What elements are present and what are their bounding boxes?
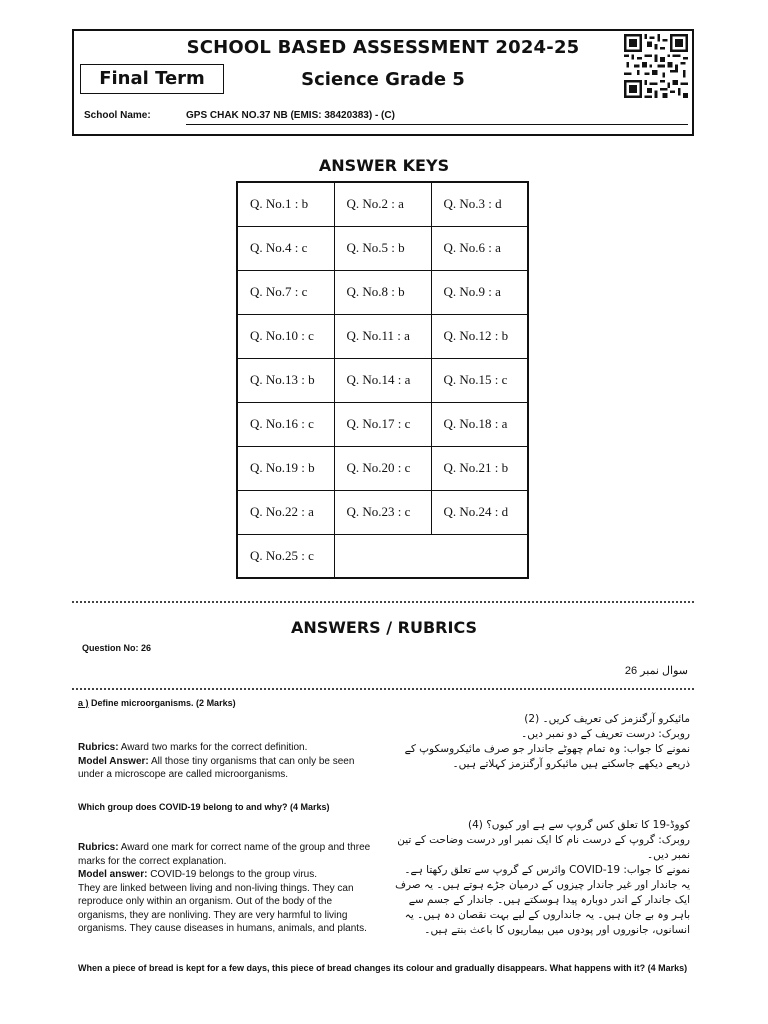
part-a-question xyxy=(78,698,236,708)
part-c-question xyxy=(78,962,698,975)
table-row xyxy=(237,446,528,490)
table-cell: Q. No.4 : c xyxy=(237,226,334,270)
table-cell: Q. No.12 : b xyxy=(431,314,528,358)
urdu-rubric: روبرک: گروپ کے درست نام کا ایک نمبر اور درست وضاحت کے تین نمبر دیں۔ xyxy=(397,834,690,861)
urdu-question: کووڈ-19 کا تعلق کس گروپ سے ہے اور کیوں؟ (4) xyxy=(467,819,690,831)
part-a-prefix: a ) xyxy=(78,698,89,708)
section-divider xyxy=(72,601,694,603)
table-cell: Q. No.13 : b xyxy=(237,358,334,402)
part-c-label: When a piece of bread is kept for a few days, this piece of bread changes its colour and gradually disappears. What happens with it? (4 Marks) xyxy=(78,963,688,973)
urdu-question-number: سوال نمبر 26 xyxy=(624,665,688,677)
table-cell: Q. No.21 : b xyxy=(431,446,528,490)
rubrics-text: Award one mark for correct name of the group and three marks for the correct explanation. xyxy=(78,842,371,867)
table-cell: Q. No.15 : c xyxy=(431,358,528,402)
model-text: All those tiny organisms that can only be seen under a microscope are called microorganisms. xyxy=(78,755,355,780)
part-a-model xyxy=(78,755,378,782)
rubrics-label: Rubrics: xyxy=(78,742,119,753)
table-cell: Q. No.25 : c xyxy=(237,534,334,578)
header-box xyxy=(72,29,694,136)
table-cell: Q. No.23 : c xyxy=(334,490,431,534)
table-cell: Q. No.24 : d xyxy=(431,490,528,534)
term-badge: Final Term xyxy=(80,64,224,94)
question-number: Question No: 26 xyxy=(82,643,152,653)
part-b-model xyxy=(78,868,378,882)
table-row xyxy=(237,358,528,402)
part-b-label: Which group does COVID-19 belong to and why? (4 Marks) xyxy=(78,802,330,812)
table-cell: Q. No.11 : a xyxy=(334,314,431,358)
table-cell: Q. No.18 : a xyxy=(431,402,528,446)
school-name-label: School Name: xyxy=(84,110,151,121)
question-divider xyxy=(72,688,694,690)
urdu-explanation: یہ جاندار اور غیر جاندار چیزوں کے درمیان جڑے ہوتے ہیں۔ یہ صرف ایک جاندار کے اندر دوبارہ پیدا ہوسکتے ہیں۔ جاندار کے جسم سے باہر وہ بے جان ہیں۔ یہ جانداروں کے لیے بہت نقصان دہ ہیں۔ یہ انسانوں، جانوروں اور پودوں میں بیماریوں کا باعث بنتے ہیں۔ xyxy=(395,879,690,936)
part-b-rubrics xyxy=(78,841,378,868)
urdu-question: مائیکرو آرگنزمز کی تعریف کریں۔ (2) xyxy=(524,713,690,725)
rubrics-text: Award two marks for the correct definition. xyxy=(120,742,308,753)
table-cell: Q. No.7 : c xyxy=(237,270,334,314)
part-a-answer xyxy=(78,741,378,782)
rubrics-label: Rubrics: xyxy=(78,842,119,853)
table-cell: Q. No.1 : b xyxy=(237,182,334,226)
school-name-value: GPS CHAK NO.37 NB (EMIS: 38420383) - (C) xyxy=(186,110,688,125)
table-cell-empty xyxy=(334,534,528,578)
page-subtitle: Science Grade 5 xyxy=(301,69,465,90)
answer-keys-title: ANSWER KEYS xyxy=(318,156,450,175)
table-cell: Q. No.19 : b xyxy=(237,446,334,490)
urdu-model: نمونے کا جواب: وہ تمام چھوٹے جاندار جو صرف مائیکروسکوپ کے ذریعے دیکھے جاسکتے ہیں مائیکرو آرگنزمز کہلاتے ہیں۔ xyxy=(404,743,690,770)
table-cell: Q. No.20 : c xyxy=(334,446,431,490)
table-cell: Q. No.22 : a xyxy=(237,490,334,534)
qr-code-icon xyxy=(624,33,688,99)
part-b-answer xyxy=(78,841,378,936)
table-cell: Q. No.17 : c xyxy=(334,402,431,446)
page-title: SCHOOL BASED ASSESSMENT 2024-25 xyxy=(186,37,580,58)
table-cell: Q. No.2 : a xyxy=(334,182,431,226)
table-row xyxy=(237,270,528,314)
urdu-rubric: روبرک: درست تعریف کے دو نمبر دیں۔ xyxy=(521,728,690,740)
part-b-explanation: They are linked between living and non-living things. They can reproduce only within an organism. Out of the body of the organisms, they are nonliving. They are very harmful to living organisms. They cause diseases in humans, animals, and plants. xyxy=(78,882,367,934)
table-cell: Q. No.6 : a xyxy=(431,226,528,270)
table-cell: Q. No.14 : a xyxy=(334,358,431,402)
table-row xyxy=(237,534,528,578)
table-row xyxy=(237,314,528,358)
table-cell: Q. No.16 : c xyxy=(237,402,334,446)
part-b-urdu xyxy=(390,818,690,938)
table-row xyxy=(237,226,528,270)
urdu-model: نمونے کا جواب: COVID-19 وائرس کے گروپ سے تعلق رکھتا ہے۔ xyxy=(404,864,690,876)
answer-keys-table xyxy=(236,181,529,579)
table-cell: Q. No.3 : d xyxy=(431,182,528,226)
part-b-question xyxy=(78,802,330,812)
part-a-label: Define microorganisms. (2 Marks) xyxy=(91,698,236,708)
model-label: Model answer: xyxy=(78,869,148,880)
part-a-rubrics xyxy=(78,741,378,755)
table-cell: Q. No.9 : a xyxy=(431,270,528,314)
table-row xyxy=(237,402,528,446)
rubrics-title: ANSWERS / RUBRICS xyxy=(290,618,478,637)
table-row xyxy=(237,182,528,226)
table-cell: Q. No.5 : b xyxy=(334,226,431,270)
table-cell: Q. No.8 : b xyxy=(334,270,431,314)
model-text: COVID-19 belongs to the group virus. xyxy=(150,869,318,880)
table-row xyxy=(237,490,528,534)
part-a-urdu xyxy=(390,712,690,772)
model-label: Model Answer: xyxy=(78,755,149,767)
table-cell: Q. No.10 : c xyxy=(237,314,334,358)
